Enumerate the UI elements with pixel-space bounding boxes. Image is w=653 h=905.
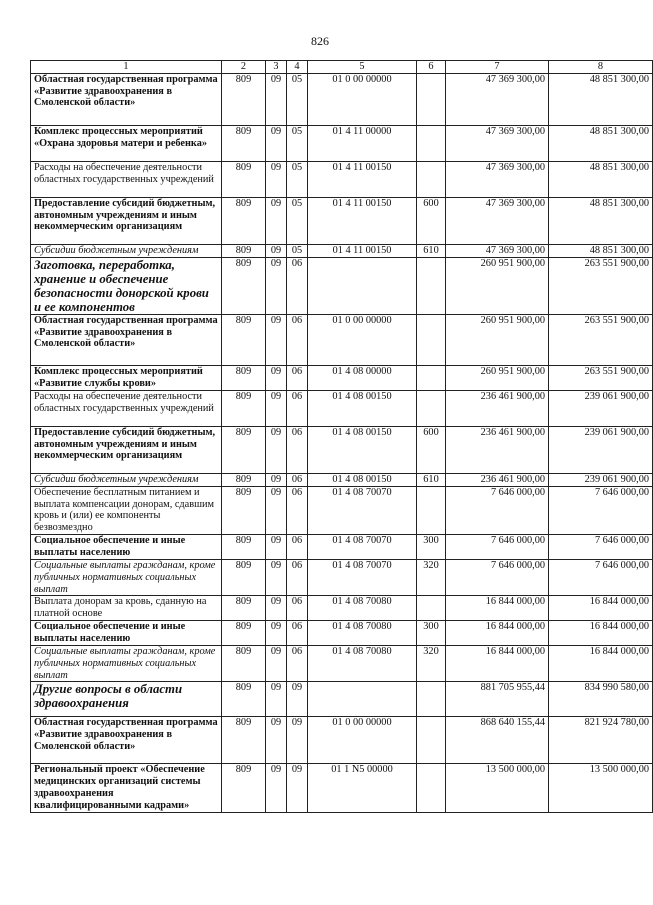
section-code: 09 [266,257,287,314]
amount-year-2: 48 851 300,00 [549,197,653,244]
amount-year-1: 881 705 955,44 [446,682,549,717]
expense-type: 610 [417,473,446,486]
expense-type [417,764,446,812]
amount-year-1: 47 369 300,00 [446,244,549,257]
table-row [31,314,653,365]
table-row [31,717,653,764]
target-article: 01 4 11 00150 [308,244,417,257]
amount-year-2: 13 500 000,00 [549,764,653,812]
target-article: 01 4 11 00150 [308,161,417,197]
ministry-code: 809 [222,473,266,486]
section-code: 09 [266,620,287,645]
target-article: 01 4 08 70070 [308,534,417,559]
item-name: Обеспечение бесплатным питанием и выплата компенсации донорам, сдавшим кровь и (или) ее компоненты безвозмездно [31,486,222,534]
header-cell: 5 [308,61,417,74]
table-row [31,534,653,559]
ministry-code: 809 [222,73,266,125]
target-article: 01 0 00 00000 [308,717,417,764]
subsection-code: 06 [287,645,308,681]
table-row [31,645,653,681]
subsection-code: 06 [287,473,308,486]
amount-year-2: 263 551 900,00 [549,314,653,365]
item-name: Социальные выплаты гражданам, кроме публичных нормативных социальных выплат [31,559,222,595]
target-article: 01 4 08 00150 [308,473,417,486]
ministry-code: 809 [222,125,266,161]
amount-year-2: 834 990 580,00 [549,682,653,717]
section-code: 09 [266,717,287,764]
subsection-code: 05 [287,197,308,244]
header-cell: 6 [417,61,446,74]
table-row [31,197,653,244]
item-name: Заготовка, переработка, хранение и обеспечение безопасности донорской крови и ее компонентов [31,257,222,314]
item-name: Социальное обеспечение и иные выплаты населению [31,620,222,645]
expense-type [417,314,446,365]
table-row [31,559,653,595]
header-cell: 8 [549,61,653,74]
section-code: 09 [266,682,287,717]
expense-type: 600 [417,426,446,473]
item-name: Областная государственная программа «Развитие здравоохранения в Смоленской области» [31,73,222,125]
expense-type [417,73,446,125]
expense-type [417,390,446,426]
table-row [31,682,653,717]
item-name: Областная государственная программа «Развитие здравоохранения в Смоленской области» [31,717,222,764]
table-row [31,426,653,473]
header-cell: 2 [222,61,266,74]
amount-year-1: 7 646 000,00 [446,486,549,534]
table-row [31,73,653,125]
amount-year-2: 239 061 900,00 [549,390,653,426]
amount-year-2: 263 551 900,00 [549,365,653,390]
ministry-code: 809 [222,426,266,473]
ministry-code: 809 [222,620,266,645]
subsection-code: 06 [287,486,308,534]
item-name: Выплата донорам за кровь, сданную на платной основе [31,596,222,621]
target-article: 01 0 00 00000 [308,73,417,125]
target-article: 01 4 08 70070 [308,486,417,534]
ministry-code: 809 [222,244,266,257]
amount-year-2: 239 061 900,00 [549,473,653,486]
amount-year-1: 868 640 155,44 [446,717,549,764]
header-cell: 7 [446,61,549,74]
expense-type [417,486,446,534]
ministry-code: 809 [222,314,266,365]
table-row [31,365,653,390]
amount-year-1: 260 951 900,00 [446,257,549,314]
amount-year-1: 47 369 300,00 [446,161,549,197]
subsection-code: 06 [287,257,308,314]
item-name: Региональный проект «Обеспечение медицинских организаций системы здравоохранения квалифицированными кадрами» [31,764,222,812]
target-article: 01 4 08 70080 [308,645,417,681]
section-code: 09 [266,244,287,257]
item-name: Другие вопросы в области здравоохранения [31,682,222,717]
table-row [31,486,653,534]
ministry-code: 809 [222,559,266,595]
ministry-code: 809 [222,486,266,534]
ministry-code: 809 [222,197,266,244]
amount-year-2: 7 646 000,00 [549,486,653,534]
page-number: 826 [311,34,329,48]
amount-year-2: 263 551 900,00 [549,257,653,314]
expense-type [417,161,446,197]
section-code: 09 [266,764,287,812]
section-code: 09 [266,390,287,426]
section-code: 09 [266,596,287,621]
expense-type: 320 [417,645,446,681]
table-row [31,244,653,257]
target-article: 01 1 N5 00000 [308,764,417,812]
section-code: 09 [266,473,287,486]
subsection-code: 06 [287,390,308,426]
target-article: 01 4 11 00000 [308,125,417,161]
item-name: Расходы на обеспечение деятельности областных государственных учреждений [31,161,222,197]
target-article [308,257,417,314]
item-name: Комплекс процессных мероприятий «Охрана здоровья матери и ребенка» [31,125,222,161]
amount-year-1: 260 951 900,00 [446,365,549,390]
amount-year-1: 13 500 000,00 [446,764,549,812]
ministry-code: 809 [222,645,266,681]
ministry-code: 809 [222,534,266,559]
table-body [31,61,653,813]
target-article [308,682,417,717]
item-name: Областная государственная программа «Развитие здравоохранения в Смоленской области» [31,314,222,365]
amount-year-2: 16 844 000,00 [549,596,653,621]
amount-year-1: 236 461 900,00 [446,473,549,486]
item-name: Социальное обеспечение и иные выплаты населению [31,534,222,559]
ministry-code: 809 [222,390,266,426]
item-name: Предоставление субсидий бюджетным, автономным учреждениям и иным некоммерческим организациям [31,197,222,244]
amount-year-1: 47 369 300,00 [446,125,549,161]
section-code: 09 [266,645,287,681]
amount-year-1: 7 646 000,00 [446,559,549,595]
subsection-code: 06 [287,534,308,559]
amount-year-1: 47 369 300,00 [446,73,549,125]
section-code: 09 [266,365,287,390]
amount-year-1: 16 844 000,00 [446,645,549,681]
amount-year-2: 16 844 000,00 [549,620,653,645]
item-name: Предоставление субсидий бюджетным, автономным учреждениям и иным некоммерческим организациям [31,426,222,473]
item-name: Расходы на обеспечение деятельности областных государственных учреждений [31,390,222,426]
section-code: 09 [266,314,287,365]
ministry-code: 809 [222,257,266,314]
expense-type: 600 [417,197,446,244]
ministry-code: 809 [222,682,266,717]
expense-type [417,257,446,314]
expense-type [417,596,446,621]
subsection-code: 05 [287,125,308,161]
table-row [31,161,653,197]
section-code: 09 [266,534,287,559]
amount-year-2: 7 646 000,00 [549,534,653,559]
table-row [31,125,653,161]
section-code: 09 [266,125,287,161]
amount-year-2: 48 851 300,00 [549,244,653,257]
item-name: Субсидии бюджетным учреждениям [31,473,222,486]
subsection-code: 09 [287,764,308,812]
amount-year-1: 16 844 000,00 [446,620,549,645]
amount-year-2: 821 924 780,00 [549,717,653,764]
subsection-code: 06 [287,426,308,473]
section-code: 09 [266,559,287,595]
table-row [31,764,653,812]
amount-year-2: 239 061 900,00 [549,426,653,473]
amount-year-2: 7 646 000,00 [549,559,653,595]
ministry-code: 809 [222,764,266,812]
amount-year-1: 16 844 000,00 [446,596,549,621]
table-row [31,473,653,486]
target-article: 01 4 08 70070 [308,559,417,595]
subsection-code: 05 [287,161,308,197]
header-cell: 1 [31,61,222,74]
target-article: 01 4 08 00150 [308,390,417,426]
section-code: 09 [266,73,287,125]
subsection-code: 06 [287,365,308,390]
subsection-code: 05 [287,73,308,125]
expense-type [417,125,446,161]
subsection-code: 06 [287,314,308,365]
ministry-code: 809 [222,365,266,390]
section-code: 09 [266,426,287,473]
table-row [31,620,653,645]
subsection-code: 09 [287,717,308,764]
expense-type [417,717,446,764]
ministry-code: 809 [222,161,266,197]
subsection-code: 06 [287,559,308,595]
amount-year-1: 260 951 900,00 [446,314,549,365]
amount-year-1: 7 646 000,00 [446,534,549,559]
ministry-code: 809 [222,717,266,764]
expense-type: 610 [417,244,446,257]
amount-year-2: 48 851 300,00 [549,73,653,125]
table-row [31,596,653,621]
table-header-row [31,61,653,74]
header-cell: 4 [287,61,308,74]
amount-year-2: 48 851 300,00 [549,125,653,161]
target-article: 01 4 08 70080 [308,596,417,621]
item-name: Субсидии бюджетным учреждениям [31,244,222,257]
expense-type [417,365,446,390]
target-article: 01 4 08 00150 [308,426,417,473]
budget-table [30,60,653,813]
amount-year-1: 47 369 300,00 [446,197,549,244]
amount-year-1: 236 461 900,00 [446,426,549,473]
target-article: 01 0 00 00000 [308,314,417,365]
section-code: 09 [266,161,287,197]
expense-type [417,682,446,717]
item-name: Комплекс процессных мероприятий «Развитие службы крови» [31,365,222,390]
subsection-code: 09 [287,682,308,717]
table-row [31,257,653,314]
table-row [31,390,653,426]
amount-year-2: 48 851 300,00 [549,161,653,197]
subsection-code: 06 [287,596,308,621]
header-cell: 3 [266,61,287,74]
amount-year-2: 16 844 000,00 [549,645,653,681]
target-article: 01 4 08 00000 [308,365,417,390]
ministry-code: 809 [222,596,266,621]
target-article: 01 4 08 70080 [308,620,417,645]
section-code: 09 [266,486,287,534]
subsection-code: 06 [287,620,308,645]
target-article: 01 4 11 00150 [308,197,417,244]
amount-year-1: 236 461 900,00 [446,390,549,426]
expense-type: 300 [417,534,446,559]
subsection-code: 05 [287,244,308,257]
expense-type: 300 [417,620,446,645]
expense-type: 320 [417,559,446,595]
item-name: Социальные выплаты гражданам, кроме публичных нормативных социальных выплат [31,645,222,681]
section-code: 09 [266,197,287,244]
